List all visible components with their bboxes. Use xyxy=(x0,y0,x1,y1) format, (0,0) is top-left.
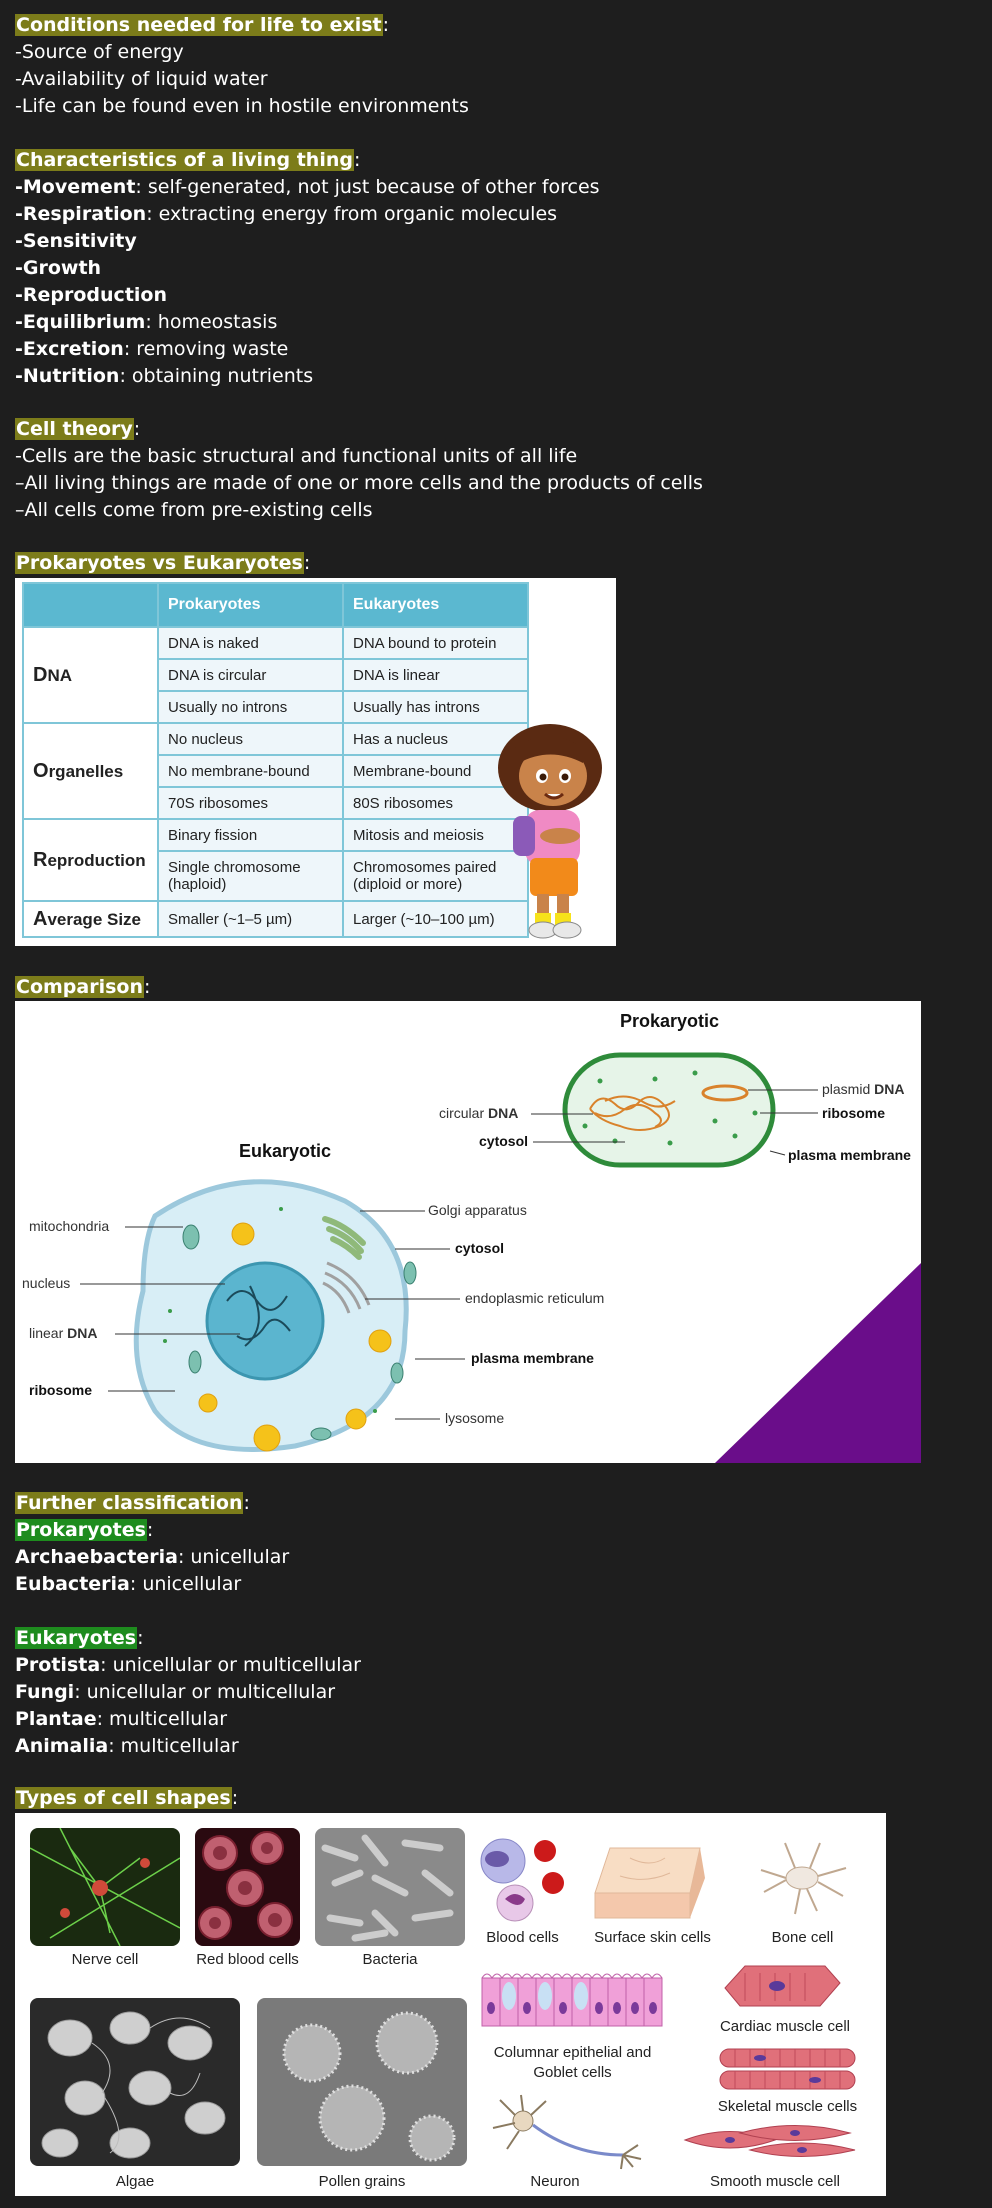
classification-item: Eubacteria: unicellular xyxy=(15,1573,242,1595)
classification-item: Protista: unicellular or multicellular xyxy=(15,1654,361,1676)
label-prokaryote-cytosol: cytosol xyxy=(479,1133,529,1149)
caption-cardiac-muscle-cell: Cardiac muscle cell xyxy=(719,2018,851,2035)
cell-shapes-panel xyxy=(15,1813,886,2196)
table-cell: 70S ribosomes xyxy=(158,787,343,819)
eukaryotic-title: Eukaryotic xyxy=(239,1141,332,1161)
table-cell: Larger (~10–100 µm) xyxy=(343,901,528,937)
label-circular-dna: circular DNA xyxy=(439,1105,519,1121)
row-header-reproduction: Reproduction xyxy=(23,819,158,901)
characteristic-item: -Excretion: removing waste xyxy=(15,338,289,360)
table-cell: Chromosomes paired (diploid or more) xyxy=(343,851,528,901)
blood-cells-illustration xyxy=(475,1833,570,1923)
table-cell: Has a nucleus xyxy=(343,723,528,755)
cell-diagram-graphics xyxy=(15,1001,921,1463)
row-header-dna: DNA xyxy=(23,627,158,723)
purple-corner-decoration xyxy=(715,1263,921,1463)
columnar-epithelial-illustration xyxy=(480,1968,665,2030)
row-header-organelles: Organelles xyxy=(23,723,158,819)
conditions-item: -Source of energy xyxy=(15,41,184,63)
label-eukaryote-ribosome: ribosome xyxy=(29,1382,93,1398)
comparison-heading-line: Comparison: xyxy=(16,976,151,998)
caption-smooth-muscle-cell: Smooth muscle cell xyxy=(709,2173,841,2190)
caption-neuron: Neuron xyxy=(530,2173,580,2190)
prokaryotic-title: Prokaryotic xyxy=(620,1011,720,1031)
cell-theory-item: –All cells come from pre-existing cells xyxy=(15,499,373,521)
label-eukaryote-cytosol: cytosol xyxy=(455,1240,505,1256)
cell-theory-item: –All living things are made of one or more cells and the products of cells xyxy=(15,472,703,494)
caption-bacteria: Bacteria xyxy=(362,1951,418,1968)
table-cell: DNA is naked xyxy=(158,627,343,659)
prokaryotes-subheading-line: Prokaryotes: xyxy=(16,1519,154,1541)
table-cell: Usually no introns xyxy=(158,691,343,723)
comparison-table xyxy=(22,582,529,938)
eukaryotes-subheading-line: Eukaryotes: xyxy=(16,1627,144,1649)
nucleus xyxy=(207,1263,323,1379)
eukaryotes-subheading: Eukaryotes xyxy=(16,1627,137,1649)
classification-item: Fungi: unicellular or multicellular xyxy=(15,1681,336,1703)
cell-shapes-heading-line: Types of cell shapes: xyxy=(16,1787,239,1809)
conditions-item: -Availability of liquid water xyxy=(15,68,268,90)
table-cell: DNA is circular xyxy=(158,659,343,691)
bone-cell-illustration xyxy=(755,1838,850,1918)
conditions-heading-line: Conditions needed for life to exist: xyxy=(16,14,390,36)
characteristic-item: -Growth xyxy=(15,257,102,279)
caption-algae: Algae xyxy=(115,2173,155,2190)
col-header-prokaryotes: Prokaryotes xyxy=(158,583,343,627)
caption-surface-skin-cells: Surface skin cells xyxy=(594,1929,711,1946)
caption-pollen-grains: Pollen grains xyxy=(318,2173,406,2190)
characteristics-heading-line: Characteristics of a living thing: xyxy=(16,149,361,171)
table-cell: Mitosis and meiosis xyxy=(343,819,528,851)
comparison-heading: Comparison xyxy=(16,976,143,998)
characteristic-item: -Reproduction xyxy=(15,284,167,306)
algae-image xyxy=(30,1998,240,2166)
label-mitochondria: mitochondria xyxy=(29,1218,110,1234)
table-cell: DNA is linear xyxy=(343,659,528,691)
characteristic-item: -Sensitivity xyxy=(15,230,137,252)
row-header-average-size: Average Size xyxy=(23,901,158,937)
label-nucleus: nucleus xyxy=(22,1275,71,1291)
col-header-eukaryotes: Eukaryotes xyxy=(343,583,528,627)
prokaryotes-subheading: Prokaryotes xyxy=(16,1519,146,1541)
label-prokaryote-plasma-membrane: plasma membrane xyxy=(788,1147,911,1163)
label-linear-dna: linear DNA xyxy=(29,1325,98,1341)
cartoon-girl-illustration xyxy=(485,718,615,943)
table-cell: Usually has introns xyxy=(343,691,528,723)
red-blood-cells-image xyxy=(195,1828,300,1946)
caption-red-blood-cells: Red blood cells xyxy=(196,1951,299,1968)
pollen-grains-image xyxy=(257,1998,467,2166)
label-prokaryote-ribosome: ribosome xyxy=(822,1105,886,1121)
caption-columnar-epithelial: Columnar epithelial and Goblet cells xyxy=(493,2044,652,2081)
comparison-table-panel xyxy=(15,578,616,946)
pro-vs-eu-heading: Prokaryotes vs Eukaryotes xyxy=(16,552,303,574)
table-cell: Single chromosome (haploid) xyxy=(158,851,343,901)
cell-shapes-heading: Types of cell shapes xyxy=(16,1787,231,1809)
table-cell: DNA bound to protein xyxy=(343,627,528,659)
cell-comparison-diagram xyxy=(15,1001,921,1463)
further-heading-line: Further classification: xyxy=(16,1492,250,1514)
skeletal-muscle-illustration xyxy=(715,2045,860,2095)
cardiac-muscle-illustration xyxy=(715,1958,850,2013)
cell-theory-heading-line: Cell theory: xyxy=(16,418,141,440)
cell-theory-heading: Cell theory xyxy=(16,418,133,440)
classification-item: Animalia: multicellular xyxy=(15,1735,239,1757)
characteristic-item: -Nutrition: obtaining nutrients xyxy=(15,365,314,387)
cell-theory-item: -Cells are the basic structural and functional units of all life xyxy=(15,445,578,467)
further-heading: Further classification xyxy=(16,1492,243,1514)
surface-skin-cells-illustration xyxy=(590,1838,710,1923)
smooth-muscle-illustration xyxy=(680,2118,860,2163)
classification-item: Archaebacteria: unicellular xyxy=(15,1546,290,1568)
neuron-illustration xyxy=(485,2093,665,2171)
table-cell: No membrane-bound xyxy=(158,755,343,787)
table-cell: Membrane-bound xyxy=(343,755,528,787)
table-cell: Binary fission xyxy=(158,819,343,851)
nerve-cell-image xyxy=(30,1828,180,1946)
prokaryote-cell xyxy=(565,1055,773,1165)
caption-bone-cell: Bone cell xyxy=(771,1929,834,1946)
label-lysosome: lysosome xyxy=(445,1410,505,1426)
characteristic-item: -Respiration: extracting energy from organic molecules xyxy=(15,203,558,225)
label-eukaryote-plasma-membrane: plasma membrane xyxy=(471,1350,594,1366)
label-plasmid-dna: plasmid DNA xyxy=(822,1081,905,1097)
conditions-item: -Life can be found even in hostile environments xyxy=(15,95,469,117)
characteristics-heading: Characteristics of a living thing xyxy=(16,149,353,171)
bacteria-image xyxy=(315,1828,465,1946)
table-cell: No nucleus xyxy=(158,723,343,755)
characteristic-item: -Equilibrium: homeostasis xyxy=(15,311,278,333)
table-cell: Smaller (~1–5 µm) xyxy=(158,901,343,937)
conditions-heading: Conditions needed for life to exist xyxy=(16,14,382,36)
classification-item: Plantae: multicellular xyxy=(15,1708,228,1730)
caption-nerve-cell: Nerve cell xyxy=(71,1951,139,1968)
label-golgi-apparatus: Golgi apparatus xyxy=(428,1202,527,1218)
caption-blood-cells: Blood cells xyxy=(486,1929,559,1946)
caption-skeletal-muscle-cells: Skeletal muscle cells xyxy=(717,2098,858,2115)
characteristic-item: -Movement: self-generated, not just because of other forces xyxy=(15,176,600,198)
label-endoplasmic-reticulum: endoplasmic reticulum xyxy=(465,1290,605,1306)
pro-vs-eu-heading-line: Prokaryotes vs Eukaryotes: xyxy=(16,552,311,574)
table-cell: 80S ribosomes xyxy=(343,787,528,819)
